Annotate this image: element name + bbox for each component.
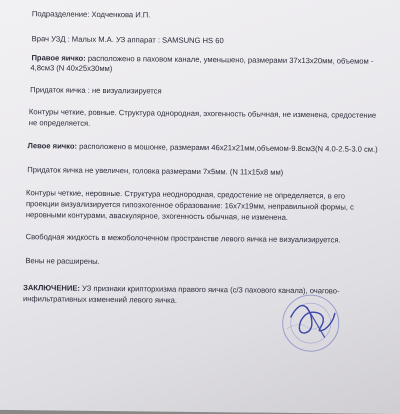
department-field: Подразделение: Ходченкова И.П. xyxy=(31,9,151,20)
doctor-field: Врач УЗД : Малых М.А. УЗ аппарат : SAMSUNG HS 60 xyxy=(31,34,224,46)
free-fluid-text: Свободная жидкость в межоболочечном пространстве левого яичка не визуализируется. xyxy=(25,232,341,245)
right-testicle-text: расположено в паховом канале, уменьшено, размерами 37х13х20мм, объемом - xyxy=(85,53,374,66)
veins-text: Вены не расширены. xyxy=(25,256,100,266)
signature xyxy=(284,287,345,348)
right-testicle-heading: Правое яичко: xyxy=(31,53,86,63)
conclusion-line2: инфильтративных изменений левого яичка. xyxy=(22,294,178,305)
left-contours-3: неровными контурами, аваскулярное, эхогенность обычная, не изменена. xyxy=(25,210,288,222)
conclusion-label: ЗАКЛЮЧЕНИЕ: xyxy=(23,283,81,293)
left-testicle-heading: Левое яичко: xyxy=(27,141,78,151)
left-testicle-text: расположено в мошонке, размерами 46х21х21мм,объемом-9.8см3(N 4.0-2.5-3.0 см.) xyxy=(76,141,378,154)
left-testicle-line1 xyxy=(28,142,400,154)
left-contours-2: проекции визуализируется гипоэхогенное образование: 16х7х19мм, неправильной формы, с xyxy=(25,199,354,212)
right-contours-1: Контуры четкие, ровные. Структура однородная, эхогенность обычная, не изменена, средостение xyxy=(28,107,377,120)
left-appendage: Придаток яичка не увеличен, головка размерами 7х5мм. (N 11х15х8 мм) xyxy=(27,165,284,177)
conclusion-text: УЗ признаки крипторхизма правого яичка (с/3 пахового канала), очагово- xyxy=(79,283,340,296)
right-testicle-line2: 4,8см3 (N 40х25х30мм) xyxy=(30,63,113,74)
right-appendage: Придаток яичка : не визуализируется xyxy=(30,85,162,96)
right-contours-2: не определяется. xyxy=(28,118,91,128)
left-contours-1: Контуры четкие, неровные. Структура неоднородная, средостение не определяется, в его xyxy=(26,188,346,201)
